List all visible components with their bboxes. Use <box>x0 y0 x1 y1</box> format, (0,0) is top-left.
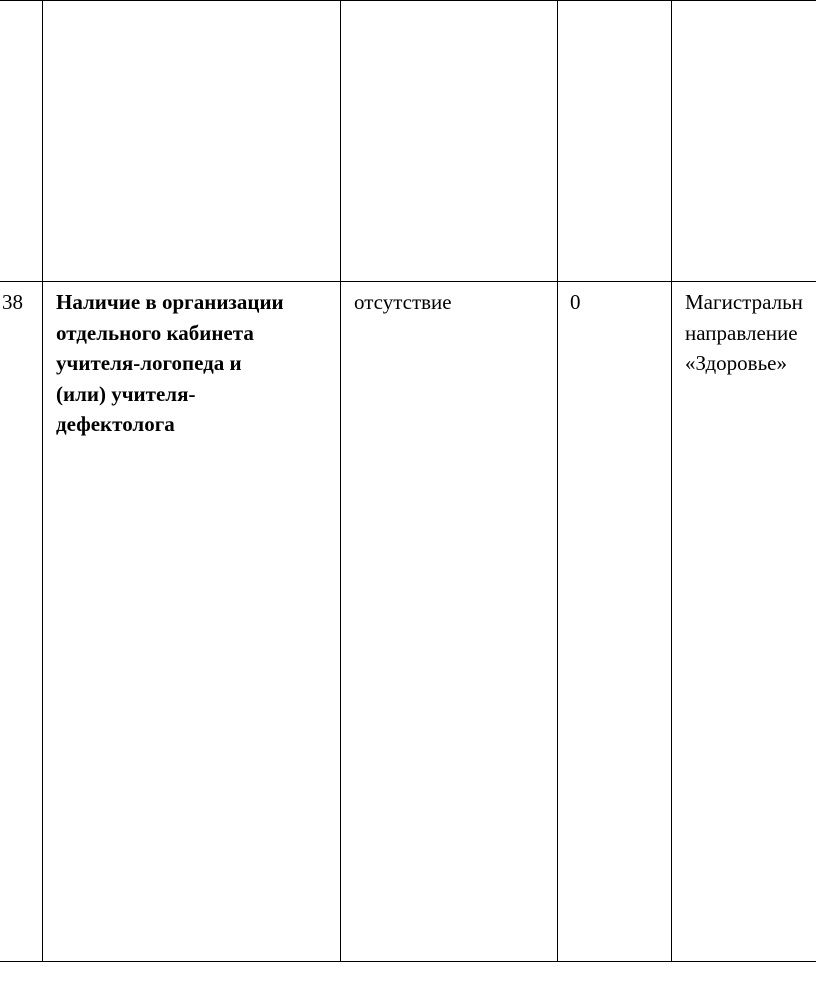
column-divider-number <box>42 0 43 962</box>
direction-line: «Здоровье» <box>685 351 787 375</box>
indicator-line: Наличие в организации <box>56 290 284 314</box>
table-border-top <box>0 0 816 1</box>
row-number: 38 <box>2 290 23 314</box>
indicator-line: отдельного кабинета <box>56 320 254 345</box>
indicator-line: дефектолога <box>56 412 175 436</box>
column-divider-indicator <box>340 0 341 962</box>
column-divider-score <box>671 0 672 962</box>
column-divider-value <box>557 0 558 962</box>
indicator-line: (или) учителя- <box>56 381 196 406</box>
table-border-bottom <box>0 961 816 962</box>
direction-line: направление <box>685 320 798 345</box>
score-cell: 0 <box>570 290 581 314</box>
row-divider <box>0 281 816 282</box>
value-cell: отсутствие <box>354 290 452 314</box>
indicator-line: учителя-логопеда и <box>56 351 242 375</box>
direction-line: Магистральн <box>685 290 803 314</box>
